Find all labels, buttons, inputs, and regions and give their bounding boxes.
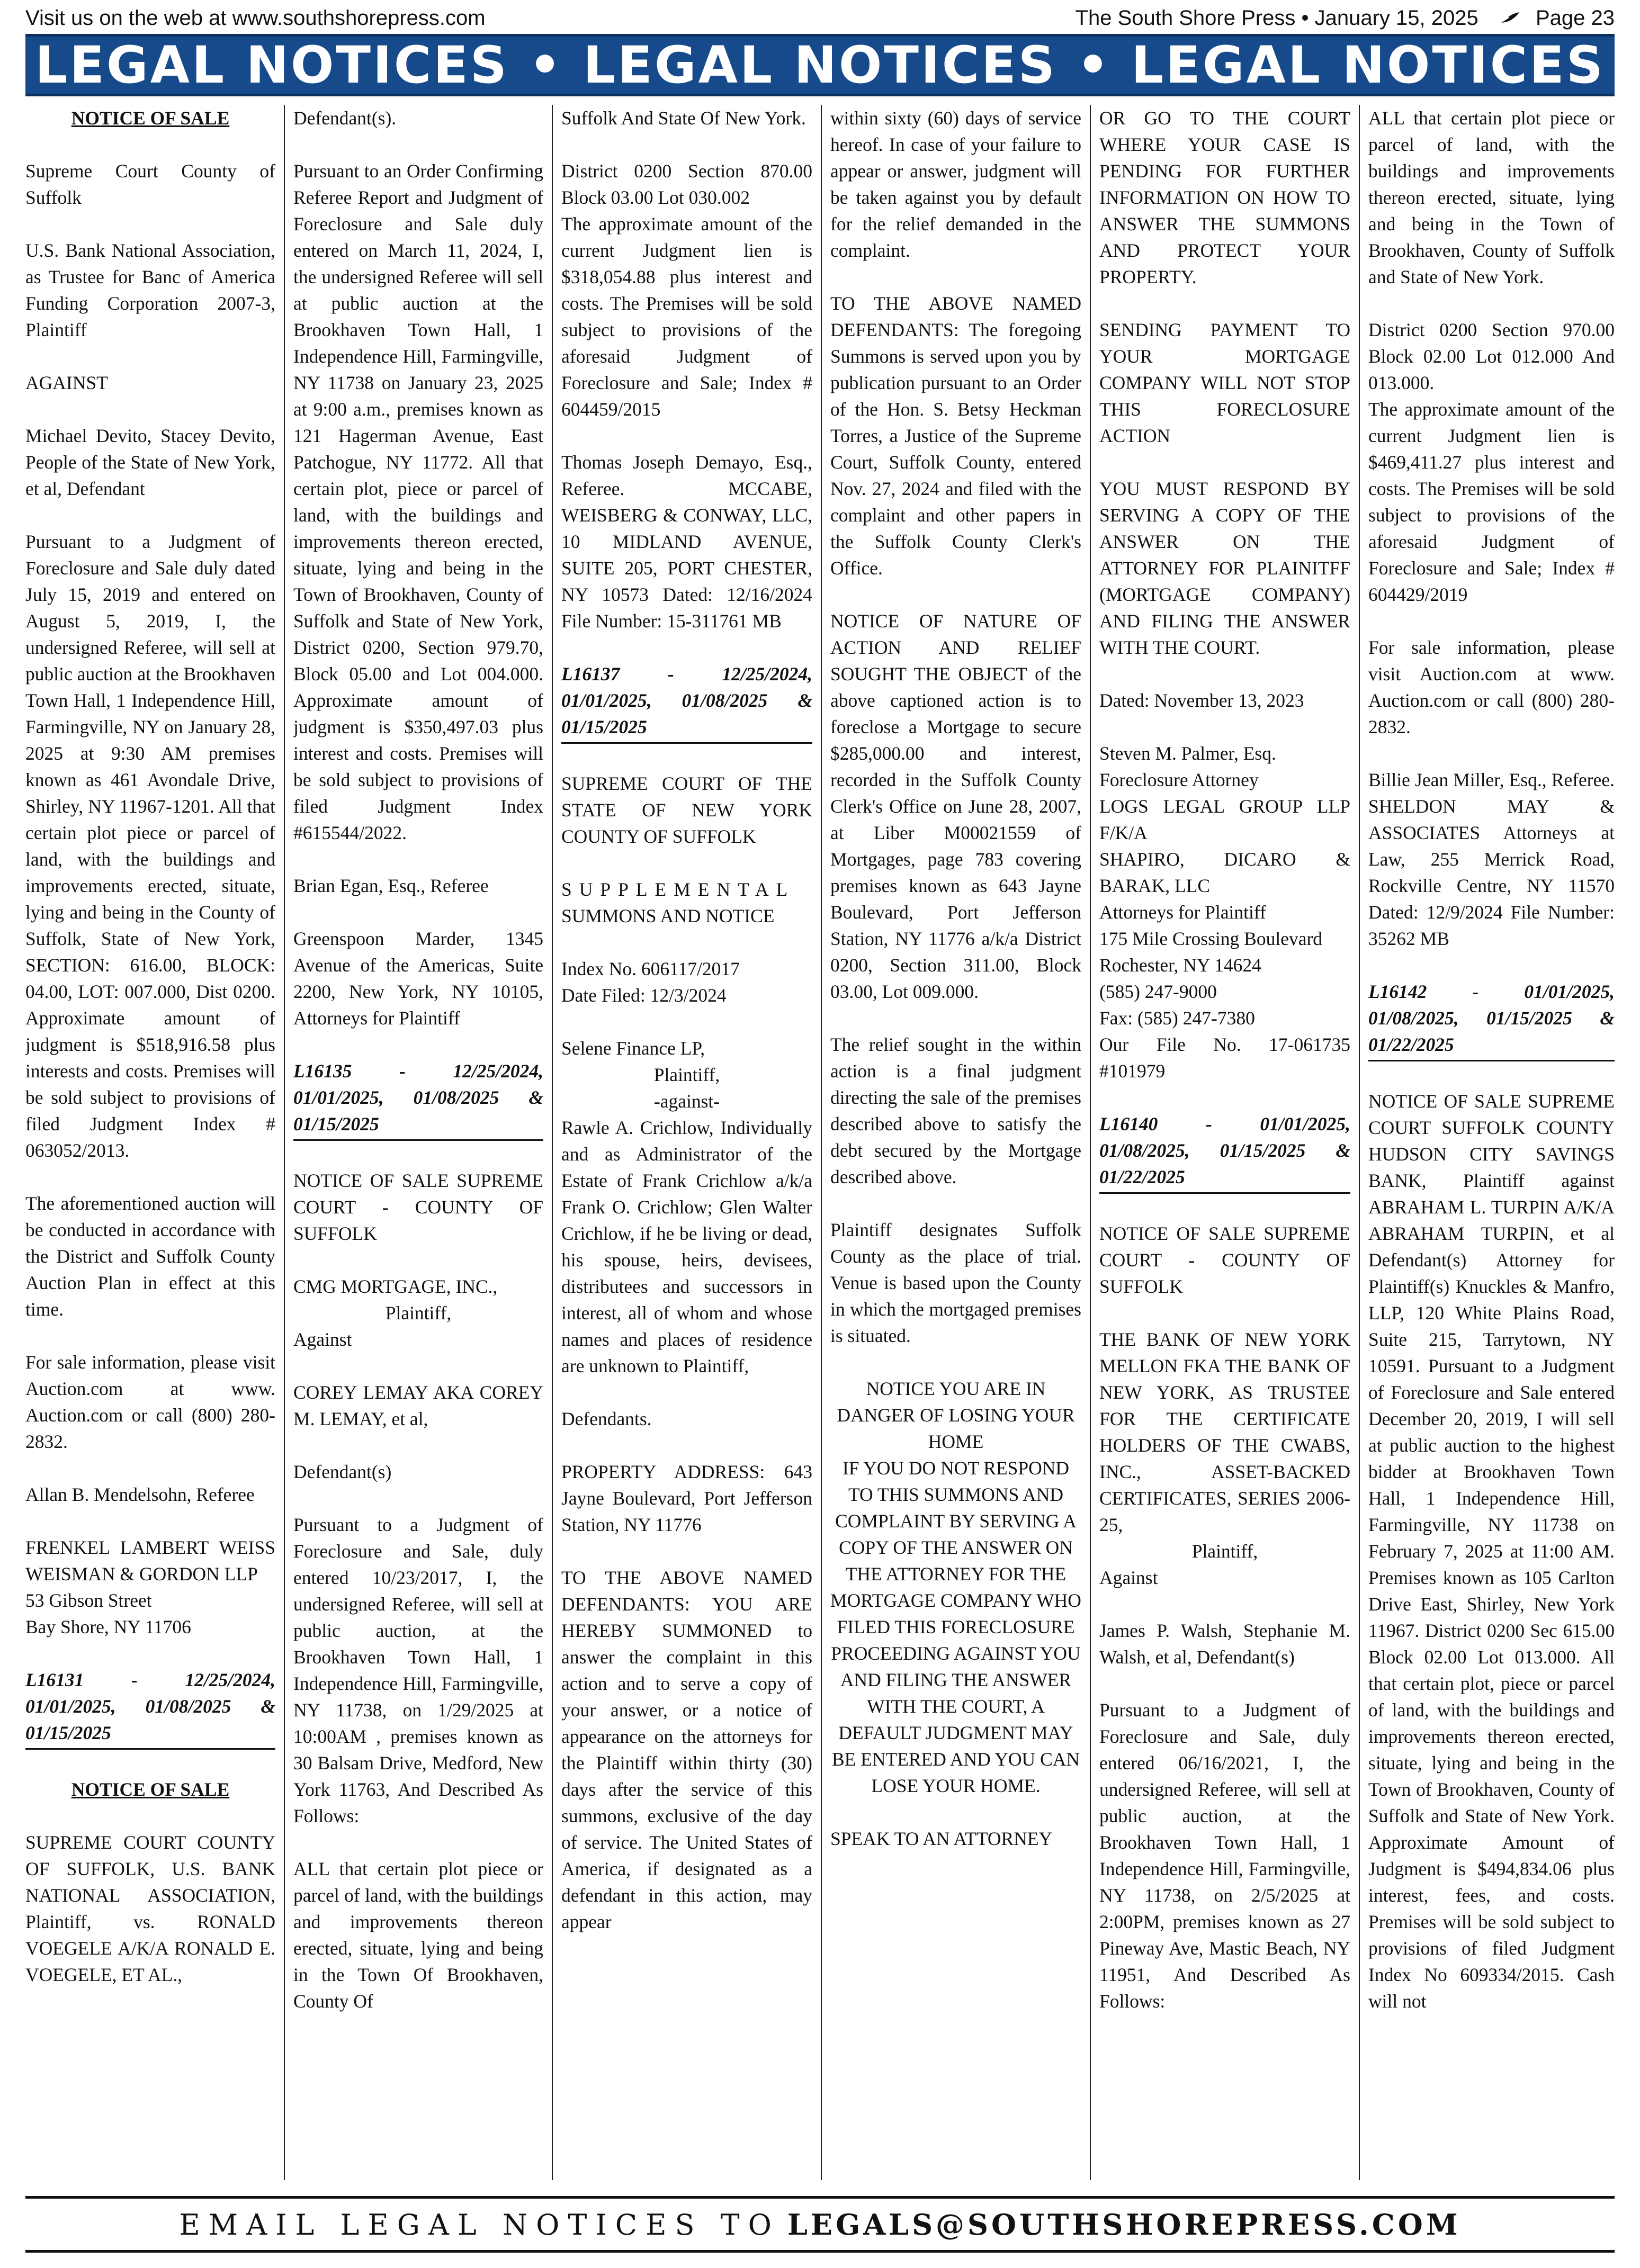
notice-line: Fax: (585) 247-7380 bbox=[1099, 1007, 1255, 1029]
notice-reference-dates: L16142 - 01/01/2025, 01/08/2025, 01/15/2025 & 01/22/2025 bbox=[1368, 978, 1615, 1061]
issue-date: January 15, 2025 bbox=[1314, 6, 1478, 30]
notice-paragraph: The aforementioned auction will be conducted in accordance with the District and Suffolk County Auction Plan in effect at this time. bbox=[25, 1193, 275, 1320]
notice-paragraph: Thomas Joseph Demayo, Esq., Referee. MCCABE, WEISBERG & CONWAY, LLC, 10 MIDLAND AVENUE, SUITE 205, PORT CHESTER, NY 10573 Dated: 12/16/2024 File Number: 15-311761 MB bbox=[561, 452, 812, 632]
notice-paragraph: Pursuant to a Judgment of Foreclosure and Sale, duly entered 06/16/2021, I, the undersigned Referee, will sell at public auction, at the Brookhaven Town Hall, 1 Independence Hill, Farmingville, NY 11738, on 2/5/2025 at 2:00PM, premises known as 27 Pineway Ave, Mastic Beach, NY 11951, And Described As Follows: bbox=[1099, 1699, 1350, 2012]
notice-paragraph: Suffolk And State Of New York. bbox=[561, 107, 806, 129]
notice-line: Foreclosure Attorney bbox=[1099, 769, 1259, 790]
notice-reference-dates: L16131 - 12/25/2024, 01/01/2025, 01/08/2025 & 01/15/2025 bbox=[25, 1667, 275, 1750]
notice-paragraph: Bay Shore, NY 11706 bbox=[25, 1616, 191, 1637]
top-bar bbox=[25, 3, 1615, 33]
masthead-info bbox=[1076, 6, 1615, 31]
separator-dot: • bbox=[1301, 6, 1309, 30]
banner-title: LEGAL NOTICES • LEGAL NOTICES • LEGAL NOTICES bbox=[35, 35, 1605, 95]
notice-line: District 0200 Section 870.00 Block 03.00 Lot 030.002 bbox=[561, 160, 812, 208]
website-line: Visit us on the web at www.southshorepress.com bbox=[25, 6, 486, 30]
notice-paragraph: SUMMONS AND NOTICE bbox=[561, 905, 775, 926]
notice-centered-line: Plaintiff, bbox=[385, 1302, 452, 1324]
notice-line: 53 Gibson Street bbox=[25, 1590, 152, 1611]
notice-paragraph: Pursuant to a Judgment of Foreclosure and Sale, duly entered 10/23/2017, I, the undersigned Referee, will sell at public auction, at the Brookhaven Town Hall, 1 Independence Hill, Farmingville, NY 11738, on 1/29/2025 at 10:00AM , premises known as 30 Balsam Drive, Medford, New York 11763, And Described As Follows: bbox=[293, 1514, 543, 1826]
legal-notices-banner bbox=[25, 34, 1615, 96]
notice-columns bbox=[25, 105, 1615, 2180]
notice-paragraph: Pursuant to an Order Confirming Referee Report and Judgment of Foreclosure and Sale duly entered on March 11, 2024, I, the undersigned Referee will sell at public auction at the Brookhaven Town Hall, 1 Independence Hill, Farmingville, NY 11738 on January 23, 2025 at 9:00 a.m., premises known as 121 Hagerman Avenue, East Patchogue, NY 11772. All that certain plot, piece or parcel of land, with the buildings and improvements thereon erected, situate, lying and being in the Town of Brookhaven, County of Suffolk and State of New York, District 0200, Section 979.70, Block 05.00 and Lot 004.000. Approximate amount of judgment is $350,497.03 plus interest and costs. Premises will be sold subject to provisions of filed Judgment Index #615544/2022. bbox=[293, 160, 543, 843]
notice-reference-dates: L16137 - 12/25/2024, 01/01/2025, 01/08/2025 & 01/15/2025 bbox=[561, 661, 812, 744]
notice-paragraph: TO THE ABOVE NAMED DEFENDANTS: YOU ARE HEREBY SUMMONED to answer the complaint in this action and to serve a copy of your answer, or a notice of appearance on the attorneys for the Plaintiff within thirty (30) days after the service of this summons, exclusive of the day of service. The United States of America, if designated as a defendant in this action, may appear bbox=[561, 1567, 812, 1932]
notice-paragraph: Against bbox=[293, 1329, 352, 1350]
notice-line: Rochester, NY 14624 bbox=[1099, 955, 1261, 976]
notice-heading: NOTICE OF SALE bbox=[71, 1779, 230, 1800]
notice-paragraph: NOTICE OF SALE SUPREME COURT - COUNTY OF SUFFOLK bbox=[1099, 1223, 1350, 1297]
notice-paragraph: Michael Devito, Stacey Devito, People of the State of New York, et al, Defendant bbox=[25, 425, 275, 499]
notice-paragraph: within sixty (60) days of service hereof. In case of your failure to appear or answer, judgment will be taken against you by default for the relief demanded in the complaint. bbox=[830, 107, 1081, 261]
notice-line: Attorneys for Plaintiff bbox=[1099, 902, 1266, 923]
notice-paragraph: Allan B. Mendelsohn, Referee bbox=[25, 1484, 255, 1505]
notice-paragraph: PROPERTY ADDRESS: 643 Jayne Boulevard, Port Jefferson Station, NY 11776 bbox=[561, 1461, 812, 1535]
notice-centered-line: Plaintiff, bbox=[653, 1064, 720, 1085]
column-divider bbox=[552, 105, 553, 2180]
notice-paragraph: U.S. Bank National Association, as Trustee for Banc of America Funding Corporation 2007-3, Plaintiff bbox=[25, 240, 275, 340]
notice-paragraph: For sale information, please visit Auction.com at www. Auction.com or call (800) 280-2832. bbox=[25, 1352, 275, 1452]
notice-paragraph: Billie Jean Miller, Esq., Referee. SHELDON MAY & ASSOCIATES Attorneys at Law, 255 Merrick Road, Rockville Centre, NY 11570 Dated: 12/9/2024 File Number: 35262 MB bbox=[1368, 769, 1615, 949]
footer-rule bbox=[25, 2250, 1615, 2253]
column-divider bbox=[284, 105, 285, 2180]
notice-paragraph: Pursuant to a Judgment of Foreclosure and Sale duly dated July 15, 2019 and entered on August 5, 2019, I, the undersigned Referee, will sell at public auction at the Brookhaven Town Hall, 1 Independence Hill, Farmingville, NY on January 28, 2025 at 9:30 AM premises known as 461 Avondale Drive, Shirley, NY 11967-1201. All that certain plot piece or parcel of land, with the buildings and improvements erected, situate, lying and being in the County of Suffolk, State of New York, SECTION: 616.00, BLOCK: 04.00, LOT: 007.000, Dist 0200. Approximate amount of judgment is $518,916.58 plus interests and costs. Premises will be sold subject to provisions of filed Judgment Index # 063052/2013. bbox=[25, 531, 275, 1161]
notice-paragraph: Brian Egan, Esq., Referee bbox=[293, 875, 489, 896]
notice-paragraph: The relief sought in the within action is a final judgment directing the sale of the premises described above to satisfy the debt secured by the Mortgage described above. bbox=[830, 1034, 1081, 1187]
notice-paragraph: ALL that certain plot piece or parcel of land, with the buildings and improvements thereon erected, situate, lying and being in the Town of Brookhaven, County of Suffolk and State of New York. bbox=[1368, 107, 1615, 287]
column-6 bbox=[1368, 105, 1615, 2180]
notice-paragraph: Supreme Court County of Suffolk bbox=[25, 160, 275, 208]
column-3 bbox=[561, 105, 812, 2180]
footer-label: EMAIL LEGAL NOTICES TO bbox=[179, 2208, 780, 2242]
notice-paragraph: SUPREME COURT COUNTY OF SUFFOLK, U.S. BANK NATIONAL ASSOCIATION, Plaintiff, vs. RONALD VOEGELE A/K/A RONALD E. VOEGELE, ET AL., bbox=[25, 1832, 275, 1985]
notice-line: Index No. 606117/2017 bbox=[561, 958, 740, 979]
notice-line: Selene Finance LP, bbox=[561, 1038, 705, 1059]
notice-paragraph: Date Filed: 12/3/2024 bbox=[561, 985, 727, 1006]
notice-paragraph: SUPREME COURT OF THE STATE OF NEW YORK COUNTY OF SUFFOLK bbox=[561, 773, 812, 847]
column-divider bbox=[1359, 105, 1360, 2180]
notice-paragraph: Defendant(s) bbox=[293, 1461, 392, 1482]
publication-name: The South Shore Press bbox=[1075, 6, 1296, 30]
notice-paragraph: The approximate amount of the current Judgment lien is $469,411.27 plus interest and costs. The Premises will be sold subject to provisions of the aforesaid Judgment of Foreclosure and Sale; Index # 604429/2019 bbox=[1368, 399, 1615, 605]
notice-spaced-title: SUPPLEMENTAL bbox=[561, 879, 795, 900]
legals-email-link[interactable]: LEGALS@SOUTHSHOREPRESS.COM bbox=[787, 2208, 1461, 2242]
notice-paragraph: The approximate amount of the current Judgment lien is $318,054.88 plus interest and costs. The Premises will be sold subject to provisions of the aforesaid Judgment of Foreclosure and Sale; Index # 604459/2015 bbox=[561, 213, 812, 420]
notice-paragraph: ALL that certain plot piece or parcel of land, with the buildings and improvements thereon erected, situate, lying and being in the Town Of Brookhaven, County Of bbox=[293, 1858, 543, 2012]
page-number: Page 23 bbox=[1535, 6, 1615, 30]
notice-paragraph: NOTICE OF SALE SUPREME COURT SUFFOLK COUNTY HUDSON CITY SAVINGS BANK, Plaintiff against ABRAHAM L. TURPIN A/K/A ABRAHAM TURPIN, et al Defendant(s) Attorney for Plaintiff(s) Knuckles & Manfro, LLP, 120 White Plains Road, Suite 215, Tarrytown, NY 10591. Pursuant to a Judgment of Foreclosure and Sale entered December 20, 2019, I will sell at public auction to the highest bidder at Brookhaven Town Hall, 1 Independence Hill, Farmingville, NY 11738 on February 7, 2025 at 11:00 AM. Premises known as 105 Carlton Drive East, Shirley, New York 11967. District 0200 Sec 615.00 Block 02.00 Lot 013.000. All that certain plot, piece or parcel of land, with the buildings and improvements thereon erected, situate, lying and being in the Town of Brookhaven, County of Suffolk and State of New York. Approximate Amount of Judgment is $494,834.06 plus interest, fees, and costs. Premises will be sold subject to provisions of filed Judgment Index No 609334/2015. Cash will not bbox=[1368, 1091, 1615, 2012]
notice-paragraph: James P. Walsh, Stephanie M. Walsh, et al, Defendant(s) bbox=[1099, 1620, 1350, 1668]
notice-centered-line: NOTICE YOU ARE IN DANGER OF LOSING YOUR HOME bbox=[837, 1378, 1075, 1452]
notice-line: District 0200 Section 970.00 Block 02.00 Lot 012.000 And 013.000. bbox=[1368, 319, 1615, 393]
notice-reference-dates: L16135 - 12/25/2024, 01/01/2025, 01/08/2025 & 01/15/2025 bbox=[293, 1058, 543, 1141]
column-1 bbox=[25, 105, 275, 2180]
notice-paragraph: NOTICE OF NATURE OF ACTION AND RELIEF SOUGHT THE OBJECT of the above captioned action is to foreclose a Mortgage to secure $285,000.00 and interest, recorded in the Suffolk County Clerk's Office on June 28, 2007, at Liber M00021559 of Mortgages, page 783 covering premises known as 643 Jayne Boulevard, Port Jefferson Station, NY 11776 a/k/a District 0200, Section 311.00, Block 03.00, Lot 009.000. bbox=[830, 610, 1081, 1002]
notice-paragraph: Defendant(s). bbox=[293, 107, 397, 129]
notice-centered-line: Plaintiff, bbox=[1191, 1541, 1258, 1562]
notice-paragraph: Greenspoon Marder, 1345 Avenue of the Americas, Suite 2200, New York, NY 10105, Attorneys for Plaintiff bbox=[293, 928, 543, 1029]
notice-line: THE BANK OF NEW YORK MELLON FKA THE BANK OF NEW YORK, AS TRUSTEE FOR THE CERTIFICATE HOLDERS OF THE CWABS, INC., ASSET-BACKED CERTIFICATES, SERIES 2006-25, bbox=[1099, 1329, 1350, 1535]
notice-heading: NOTICE OF SALE bbox=[71, 107, 230, 129]
column-2 bbox=[293, 105, 543, 2180]
notice-paragraph: TO THE ABOVE NAMED DEFENDANTS: The foregoing Summons is served upon you by publication pursuant to an Order of the Hon. S. Betsy Heckman Torres, a Justice of the Supreme Court, Suffolk County, entered Nov. 27, 2024 and filed with the complaint and other papers in the Suffolk County Clerk's Office. bbox=[830, 293, 1081, 579]
notice-centered-paragraph: IF YOU DO NOT RESPOND TO THIS SUMMONS AND COMPLAINT BY SERVING A COPY OF THE ANSWER ON THE ATTORNEY FOR THE MORTGAGE COMPANY WHO FILED THIS FORECLOSURE PROCEEDING AGAINST YOU AND FILING THE ANSWER WITH THE COURT, A DEFAULT JUDGMENT MAY BE ENTERED AND YOU CAN LOSE YOUR HOME. bbox=[830, 1457, 1081, 1796]
column-5 bbox=[1099, 105, 1350, 2180]
notice-paragraph: Rawle A. Crichlow, Individually and as Administrator of the Estate of Frank Crichlow a/k/a Frank O. Crichlow; Glen Walter Crichlow, if he be living or dead, his spouse, heirs, devisees, distributees and successors in interest, all of whom and whose names and places of residence are unknown to Plaintiff, bbox=[561, 1117, 812, 1376]
quill-pen-icon bbox=[1496, 7, 1520, 31]
notice-paragraph: Defendants. bbox=[561, 1408, 652, 1429]
column-divider bbox=[821, 105, 822, 2180]
notice-line: 175 Mile Crossing Boulevard bbox=[1099, 928, 1323, 949]
notice-paragraph: SPEAK TO AN ATTORNEY bbox=[830, 1828, 1053, 1849]
footer-email-line bbox=[25, 2206, 1615, 2244]
notice-paragraph: Against bbox=[1099, 1567, 1158, 1588]
notice-line: LOGS LEGAL GROUP LLP F/K/A bbox=[1099, 796, 1350, 843]
column-divider bbox=[1090, 105, 1091, 2180]
notice-line: (585) 247-9000 bbox=[1099, 981, 1217, 1002]
notice-line: SHAPIRO, DICARO & BARAK, LLC bbox=[1099, 849, 1350, 896]
notice-paragraph: COREY LEMAY AKA COREY M. LEMAY, et al, bbox=[293, 1382, 543, 1429]
notice-paragraph: For sale information, please visit Auction.com at www. Auction.com or call (800) 280-2832. bbox=[1368, 637, 1615, 737]
notice-paragraph: Dated: November 13, 2023 bbox=[1099, 690, 1304, 711]
notice-line: FRENKEL LAMBERT WEISS WEISMAN & GORDON LLP bbox=[25, 1537, 275, 1585]
column-4 bbox=[830, 105, 1081, 2180]
notice-paragraph: NOTICE OF SALE SUPREME COURT - COUNTY OF SUFFOLK bbox=[293, 1170, 543, 1244]
notice-paragraph: AGAINST bbox=[25, 372, 108, 393]
notice-paragraph: YOU MUST RESPOND BY SERVING A COPY OF THE ANSWER ON THE ATTORNEY FOR PLAINITFF (MORTGAGE COMPANY) AND FILING THE ANSWER WITH THE COURT. bbox=[1099, 478, 1350, 658]
notice-paragraph: Plaintiff designates Suffolk County as the place of trial. Venue is based upon the County in which the mortgaged premises is situated. bbox=[830, 1219, 1081, 1346]
notice-line: CMG MORTGAGE, INC., bbox=[293, 1276, 498, 1297]
notice-paragraph: Our File No. 17-061735 #101979 bbox=[1099, 1034, 1350, 1082]
notice-paragraph: SENDING PAYMENT TO YOUR MORTGAGE COMPANY WILL NOT STOP THIS FORECLOSURE ACTION bbox=[1099, 319, 1350, 446]
notice-paragraph: OR GO TO THE COURT WHERE YOUR CASE IS PENDING FOR FURTHER INFORMATION ON HOW TO ANSWER THE SUMMONS AND PROTECT YOUR PROPERTY. bbox=[1099, 107, 1350, 287]
notice-line: Steven M. Palmer, Esq. bbox=[1099, 743, 1276, 764]
notice-centered-line: -against- bbox=[653, 1091, 720, 1112]
notice-reference-dates: L16140 - 01/01/2025, 01/08/2025, 01/15/2025 & 01/22/2025 bbox=[1099, 1111, 1350, 1194]
footer-rule bbox=[25, 2196, 1615, 2199]
